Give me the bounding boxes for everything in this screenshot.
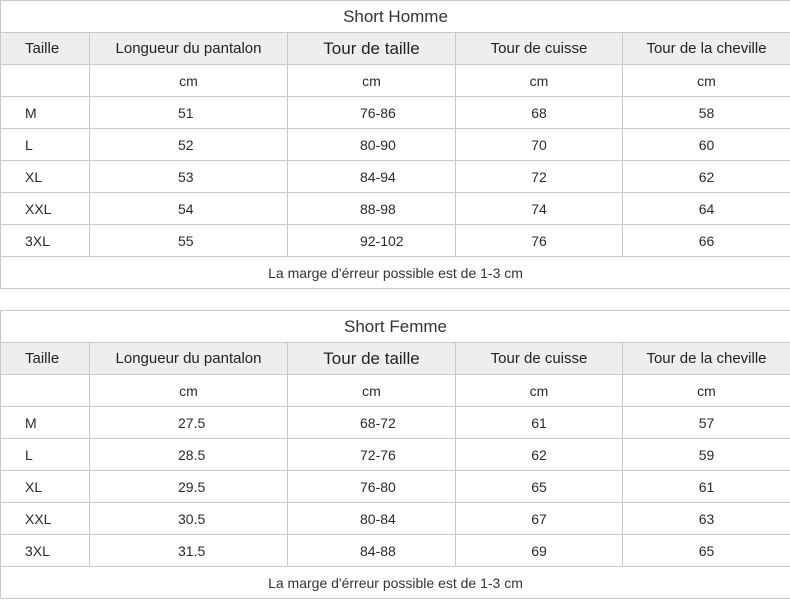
thigh-cell: 70 [456,129,623,161]
header-taille: Taille [1,343,90,375]
size-cell: XL [1,161,90,193]
thigh-cell: 61 [456,407,623,439]
unit-cell: cm [456,65,623,97]
length-cell: 30.5 [90,503,288,535]
waist-cell: 80-84 [288,503,456,535]
waist-cell: 80-90 [288,129,456,161]
thigh-cell: 76 [456,225,623,257]
unit-row [1,375,790,407]
length-cell: 52 [90,129,288,161]
table-row [1,471,790,503]
header-longueur: Longueur du pantalon [90,343,288,375]
table-row [1,161,790,193]
ankle-cell: 60 [623,129,790,161]
unit-row [1,65,790,97]
header-tour-de-cheville: Tour de la cheville [623,33,790,65]
ankle-cell: 66 [623,225,790,257]
ankle-cell: 64 [623,193,790,225]
size-cell: XXL [1,193,90,225]
ankle-cell: 58 [623,97,790,129]
note-row [1,567,790,599]
header-tour-de-taille: Tour de taille [288,33,456,65]
length-cell: 54 [90,193,288,225]
header-tour-de-cheville: Tour de la cheville [623,343,790,375]
table-title-row [1,311,790,343]
length-cell: 27.5 [90,407,288,439]
length-cell: 28.5 [90,439,288,471]
table-title-row [1,1,790,33]
thigh-cell: 74 [456,193,623,225]
header-taille: Taille [1,33,90,65]
unit-cell [1,65,90,97]
size-cell: M [1,407,90,439]
length-cell: 53 [90,161,288,193]
thigh-cell: 67 [456,503,623,535]
header-longueur: Longueur du pantalon [90,33,288,65]
length-cell: 29.5 [90,471,288,503]
table-title: Short Femme [1,311,790,343]
size-cell: L [1,439,90,471]
unit-cell: cm [90,375,288,407]
unit-cell: cm [456,375,623,407]
table-row [1,503,790,535]
table-row [1,97,790,129]
header-row [1,343,790,375]
error-margin-note: La marge d'érreur possible est de 1-3 cm [1,257,790,289]
waist-cell: 76-86 [288,97,456,129]
table-row [1,407,790,439]
unit-cell: cm [90,65,288,97]
waist-cell: 92-102 [288,225,456,257]
ankle-cell: 57 [623,407,790,439]
size-cell: M [1,97,90,129]
header-row [1,33,790,65]
table-row [1,225,790,257]
unit-cell: cm [623,375,790,407]
size-cell: 3XL [1,535,90,567]
table-row [1,535,790,567]
unit-cell: cm [288,65,456,97]
waist-cell: 76-80 [288,471,456,503]
size-cell: L [1,129,90,161]
unit-cell [1,375,90,407]
size-cell: XXL [1,503,90,535]
note-row [1,257,790,289]
ankle-cell: 61 [623,471,790,503]
error-margin-note: La marge d'érreur possible est de 1-3 cm [1,567,790,599]
table-title: Short Homme [1,1,790,33]
waist-cell: 84-94 [288,161,456,193]
size-cell: 3XL [1,225,90,257]
thigh-cell: 72 [456,161,623,193]
thigh-cell: 68 [456,97,623,129]
header-tour-de-taille: Tour de taille [288,343,456,375]
waist-cell: 84-88 [288,535,456,567]
size-cell: XL [1,471,90,503]
size-table-homme [0,0,790,289]
size-table-femme [0,310,790,599]
ankle-cell: 63 [623,503,790,535]
length-cell: 55 [90,225,288,257]
table-row [1,129,790,161]
table-row [1,439,790,471]
waist-cell: 72-76 [288,439,456,471]
thigh-cell: 62 [456,439,623,471]
header-tour-de-cuisse: Tour de cuisse [456,33,623,65]
length-cell: 51 [90,97,288,129]
header-tour-de-cuisse: Tour de cuisse [456,343,623,375]
ankle-cell: 62 [623,161,790,193]
unit-cell: cm [623,65,790,97]
ankle-cell: 59 [623,439,790,471]
unit-cell: cm [288,375,456,407]
waist-cell: 88-98 [288,193,456,225]
thigh-cell: 69 [456,535,623,567]
length-cell: 31.5 [90,535,288,567]
thigh-cell: 65 [456,471,623,503]
waist-cell: 68-72 [288,407,456,439]
ankle-cell: 65 [623,535,790,567]
table-row [1,193,790,225]
